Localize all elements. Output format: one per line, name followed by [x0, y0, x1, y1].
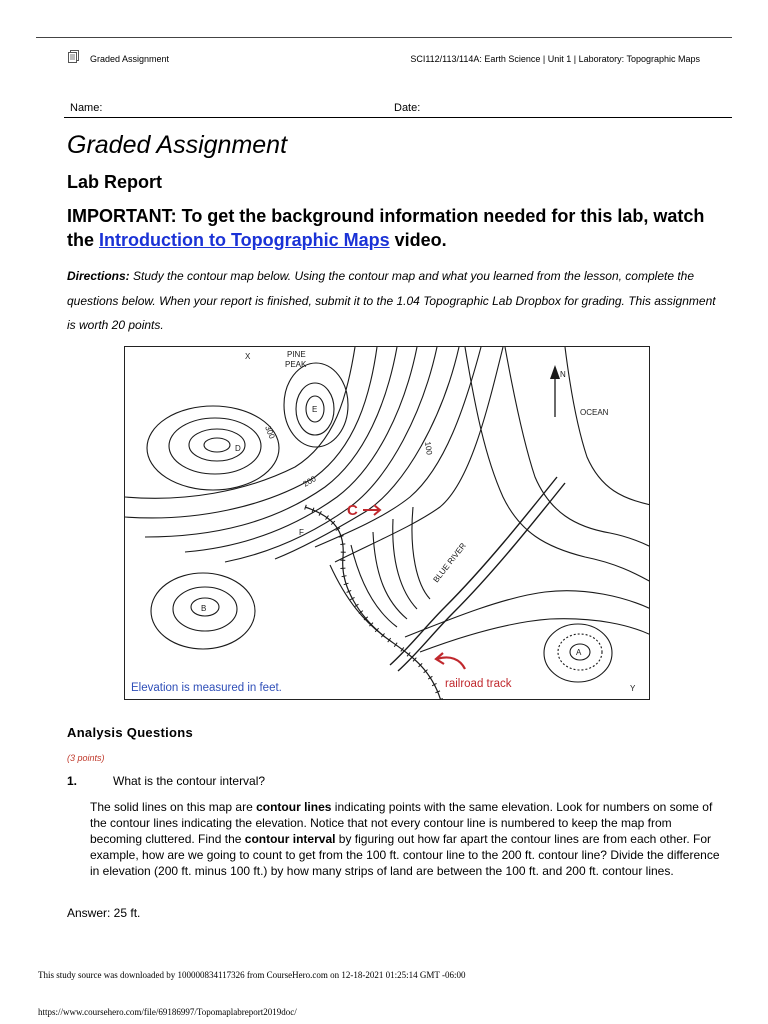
date-label: Date: — [394, 102, 421, 114]
map-label-blue-river: BLUE RIVER — [431, 541, 468, 585]
contour-map — [124, 346, 650, 700]
directions-text: Study the contour map below. Using the contour map and what you learned from the lesson, complete the questions below. When your report is finished, submit it to the 1.04 Topographic Lab Dropbox for grading. This assignment is worth 20 points. — [67, 269, 716, 332]
lab-report-heading: Lab Report — [67, 172, 163, 192]
railroad-label: railroad track — [445, 678, 512, 690]
name-date-rule — [64, 117, 732, 118]
map-label-100: 100 — [423, 441, 434, 456]
source-url[interactable]: https://www.coursehero.com/file/69186997/Topomaplabreport2019doc/ — [38, 1007, 297, 1017]
question-explanation — [90, 799, 720, 879]
map-label-x: X — [245, 352, 251, 361]
map-label-peak: PEAK — [285, 360, 307, 369]
map-label-b: B — [201, 604, 207, 613]
header-rule — [36, 37, 732, 38]
railroad-annotation — [436, 653, 512, 690]
map-label-pine: PINE — [287, 350, 306, 359]
name-label: Name: — [70, 102, 103, 114]
directions-paragraph — [67, 264, 717, 338]
map-label-200: 200 — [301, 474, 318, 489]
map-label-c: C — [347, 502, 358, 519]
name-date-row — [68, 102, 732, 118]
points-note: (3 points) — [67, 753, 105, 763]
header-left-title: Graded Assignment — [90, 54, 170, 64]
question-text: What is the contour interval? — [113, 774, 266, 788]
map-label-f: F — [299, 528, 304, 537]
answer-text: Answer: 25 ft. — [67, 906, 141, 920]
document-icon — [68, 50, 79, 63]
header-course-title: SCI112/113/114A: Earth Science | Unit 1 | Laboratory: Topographic Maps — [410, 54, 700, 64]
question-number: 1. — [67, 774, 78, 788]
page-header — [68, 48, 708, 70]
map-label-y: Y — [630, 684, 636, 693]
contour-map-drawing — [125, 347, 650, 700]
term-contour-lines: contour lines — [256, 800, 332, 814]
map-label-n: N — [560, 370, 566, 379]
important-notice — [67, 204, 727, 252]
map-label-e: E — [312, 405, 318, 414]
map-label-d: D — [235, 444, 241, 453]
explanation-part-3: by figuring out how far apart the contour lines are from each other. For example, how are we going to count to get from the 100 ft. contour line to the 200 ft. contour line? Divide the difference in elevation (200 ft. minus 100 ft.) by how many strips of land are between the 100 ft. and 200 ft. contour lines. — [90, 832, 720, 878]
term-contour-interval: contour interval — [244, 832, 336, 846]
page-title: Graded Assignment — [67, 131, 288, 159]
map-label-a: A — [576, 648, 582, 657]
north-arrow-icon — [550, 365, 560, 379]
explanation-part-2: indicating points with the same elevation. Look for numbers on some of the contour lines indicating the elevation. Notice that not every contour line is numbered to keep the map from becoming cluttered. Find the — [90, 800, 713, 846]
analysis-heading: Analysis Questions — [67, 725, 194, 740]
map-label-300: 300 — [263, 424, 277, 441]
directions-label: Directions: — [67, 269, 130, 283]
important-prefix: IMPORTANT: To get the background information needed for this lab, watch the — [67, 206, 705, 250]
elevation-note: Elevation is measured in feet. — [131, 682, 282, 694]
explanation-part-1: The solid lines on this map are — [90, 800, 257, 814]
important-suffix: video. — [389, 230, 447, 250]
download-notice: This study source was downloaded by 100000834117326 from CourseHero.com on 12-18-2021 01:25:14 GMT -06:00 — [38, 970, 466, 980]
map-label-ocean: OCEAN — [580, 408, 609, 417]
video-link[interactable]: Introduction to Topographic Maps — [99, 230, 390, 250]
